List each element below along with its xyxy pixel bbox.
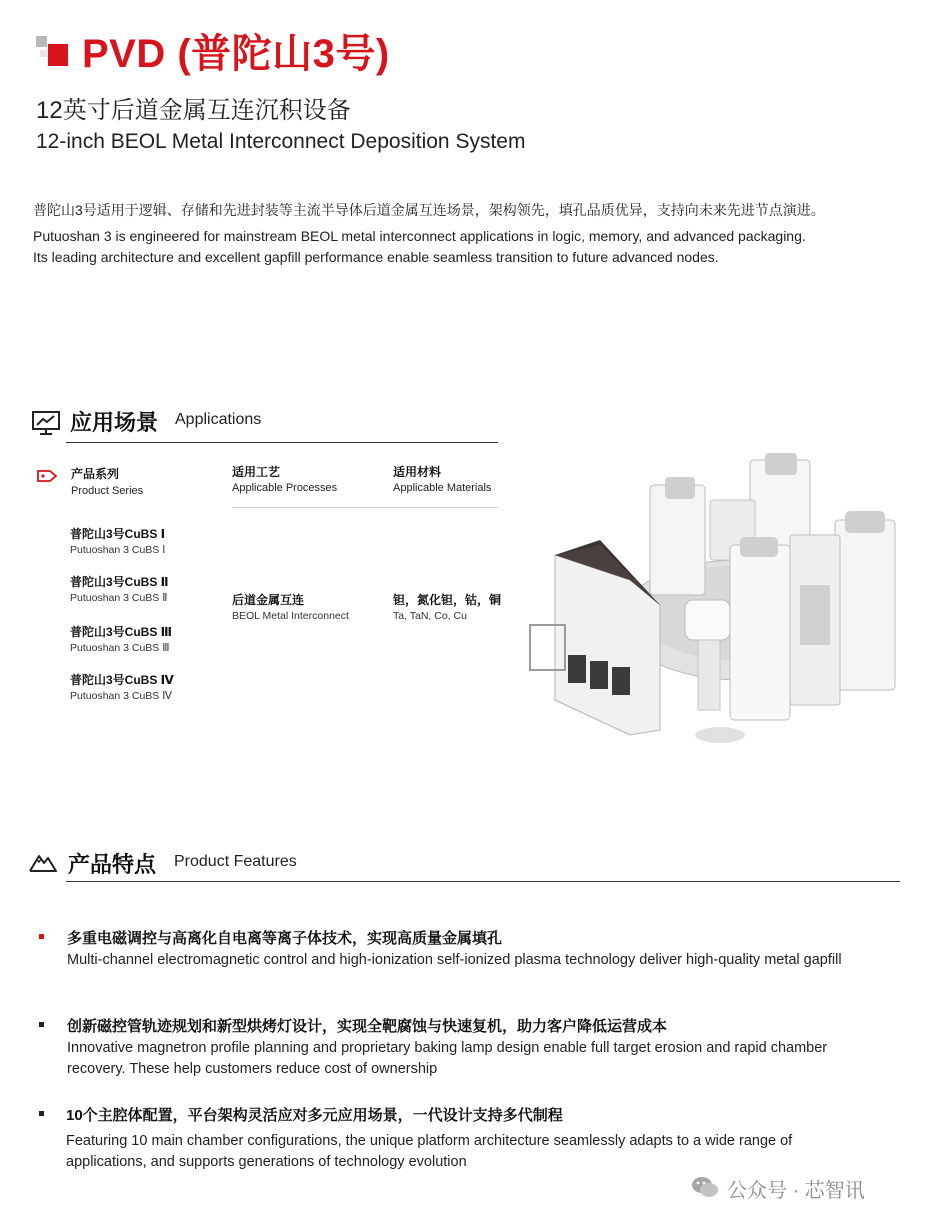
logo-squares-icon — [36, 34, 70, 68]
series-item-3-en: Putuoshan 3 CuBS Ⅲ — [70, 642, 170, 654]
bullet-icon — [39, 1111, 44, 1116]
feature-2-en-line1: Innovative magnetron profile planning and proprietary baking lamp design enable full target erosion and rapid chamber — [67, 1040, 828, 1056]
page-title: PVD (普陀山3号) — [82, 32, 390, 76]
feature-3-en-line1: Featuring 10 main chamber configurations, the unique platform architecture seamlessly adapts to a wide range of — [66, 1133, 793, 1149]
col-header-materials-en: Applicable Materials — [393, 482, 492, 494]
table-divider — [232, 507, 498, 508]
col-header-series-en: Product Series — [71, 485, 144, 497]
equipment-illustration — [520, 445, 910, 765]
applications-heading-cn: 应用场景 — [70, 410, 159, 435]
series-item-1-en: Putuoshan 3 CuBS Ⅰ — [70, 544, 166, 556]
tag-arrow-icon — [37, 470, 57, 482]
series-item-2-en: Putuoshan 3 CuBS Ⅱ — [70, 592, 168, 604]
series-item-2-cn: 普陀山3号CuBS Ⅱ — [70, 575, 169, 589]
applications-heading-en: Applications — [175, 411, 262, 428]
subtitle-en: 12-inch BEOL Metal Interconnect Deposition System — [36, 130, 526, 153]
col-header-process-en: Applicable Processes — [232, 482, 338, 494]
feature-1-en-line1: Multi-channel electromagnetic control and high-ionization self-ionized plasma technology deliver high-quality metal gapfill — [67, 952, 842, 968]
chart-monitor-icon — [31, 410, 61, 436]
series-item-3-cn: 普陀山3号CuBS Ⅲ — [70, 625, 173, 639]
watermark-text: 公众号 · 芯智讯 — [727, 1180, 865, 1202]
process-en: BEOL Metal Interconnect — [232, 610, 349, 622]
intro-text-en-line2: Its leading architecture and excellent gapfill performance enable seamless transition to future advanced nodes. — [33, 249, 719, 265]
materials-cn: 钽，氮化钽，钴，铜 — [393, 593, 502, 607]
mountain-icon — [28, 848, 58, 874]
col-header-materials-cn: 适用材料 — [393, 465, 442, 479]
intro-text-en-line1: Putuoshan 3 is engineered for mainstream BEOL metal interconnect applications in logic, memory, and advanced packaging. — [33, 228, 806, 244]
applications-divider — [66, 442, 498, 443]
series-item-1-cn: 普陀山3号CuBS Ⅰ — [70, 527, 166, 541]
features-heading-en: Product Features — [174, 853, 297, 870]
col-header-process-cn: 适用工艺 — [232, 465, 281, 479]
series-item-4-en: Putuoshan 3 CuBS Ⅳ — [70, 690, 172, 702]
process-cn: 后道金属互连 — [232, 593, 305, 607]
subtitle-cn: 12英寸后道金属互连沉积设备 — [36, 97, 351, 124]
series-item-4-cn: 普陀山3号CuBS Ⅳ — [70, 673, 174, 687]
wechat-icon — [690, 1174, 720, 1200]
feature-2-cn: 创新磁控管轨迹规划和新型烘烤灯设计，实现全靶腐蚀与快速复机，助力客户降低运营成本 — [67, 1018, 668, 1035]
feature-3-en-line2: applications, and supports generations of technology evolution — [66, 1154, 467, 1170]
intro-text-cn: 普陀山3号适用于逻辑、存储和先进封装等主流半导体后道金属互连场景，架构领先，填孔品质优异，支持向未来先进节点演进。 — [33, 202, 825, 218]
feature-1-cn: 多重电磁调控与高离化自电离等离子体技术，实现高质量金属填孔 — [67, 930, 503, 947]
feature-3-cn: 10个主腔体配置，平台架构灵活应对多元应用场景，一代设计支持多代制程 — [66, 1107, 563, 1124]
bullet-icon — [39, 934, 44, 939]
bullet-icon — [39, 1022, 44, 1027]
materials-en: Ta, TaN, Co, Cu — [393, 610, 467, 622]
features-divider — [66, 881, 900, 882]
features-heading-cn: 产品特点 — [68, 852, 157, 877]
feature-2-en-line2: recovery. These help customers reduce cost of ownership — [67, 1061, 438, 1077]
col-header-series-cn: 产品系列 — [71, 467, 120, 481]
